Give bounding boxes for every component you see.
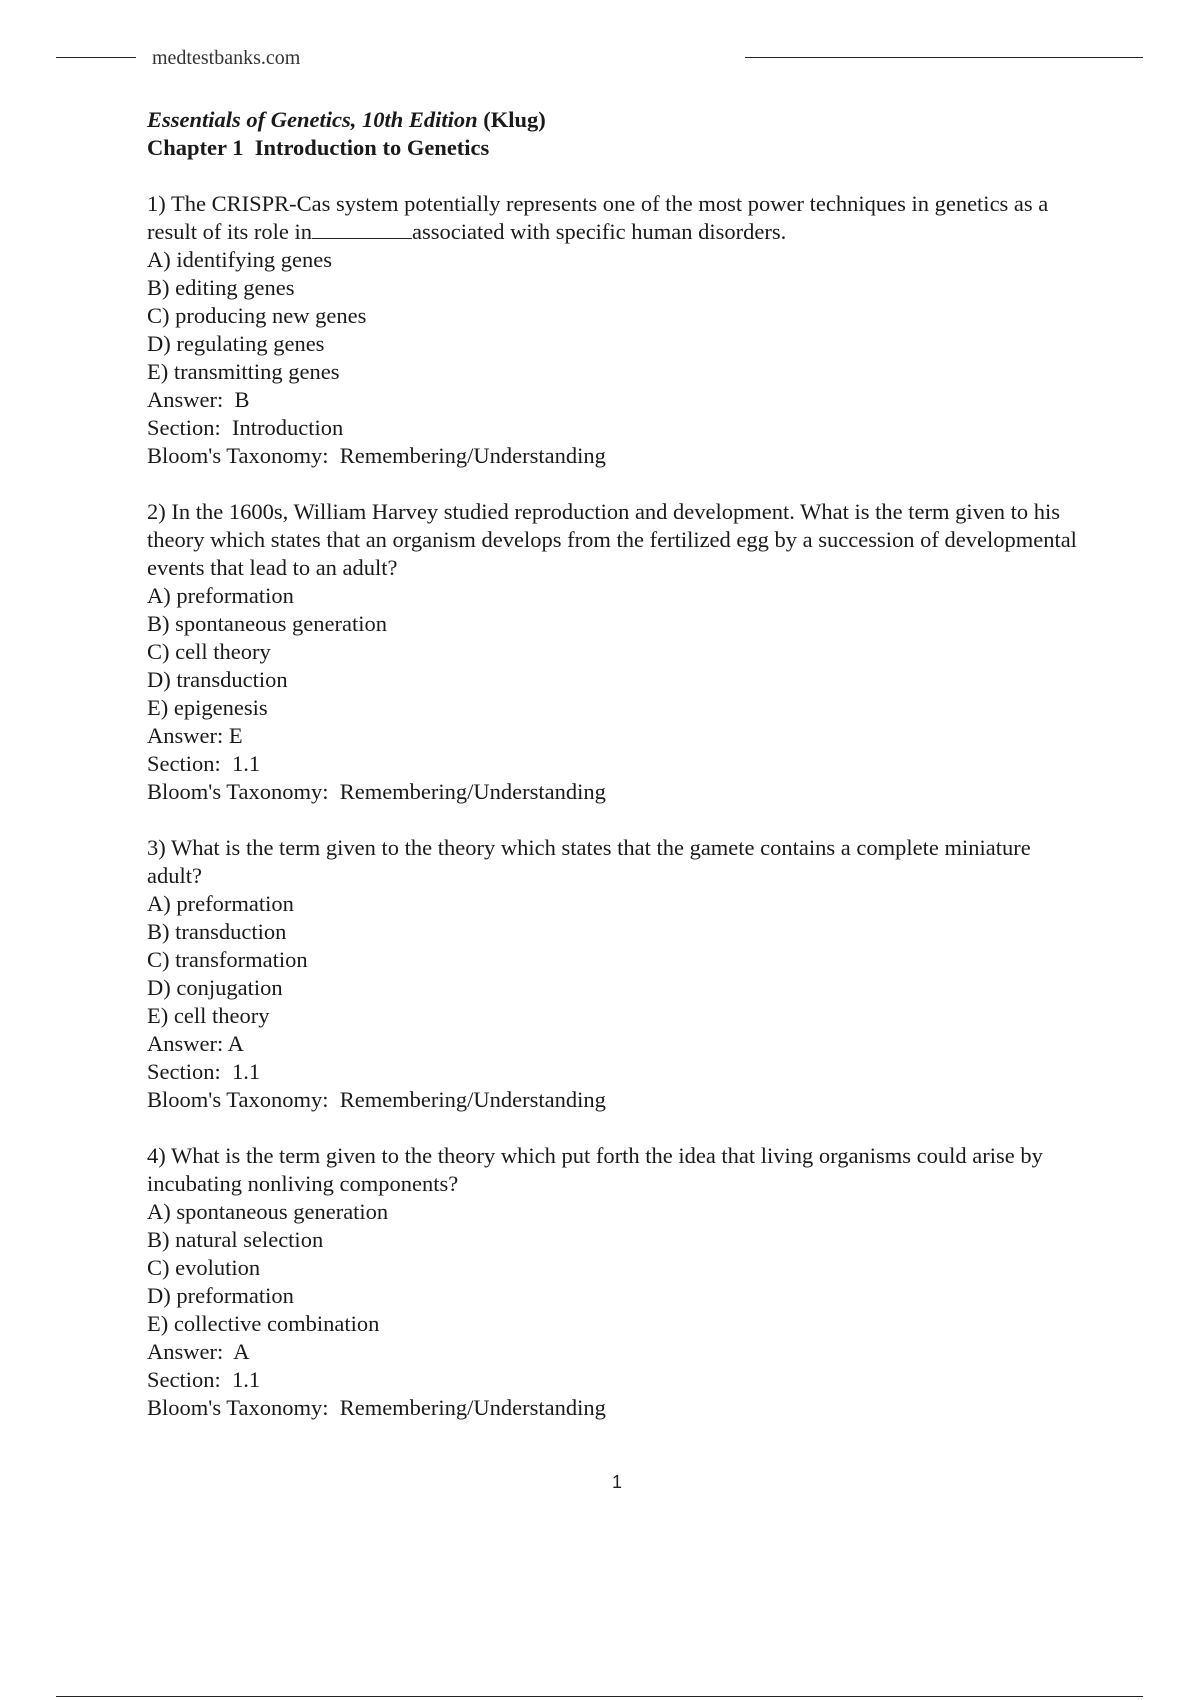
option-a: A) preformation bbox=[147, 583, 294, 608]
option-b: B) transduction bbox=[147, 919, 287, 944]
option-e: E) cell theory bbox=[147, 1003, 270, 1028]
fill-in-blank bbox=[312, 220, 412, 239]
section: Section: 1.1 bbox=[147, 1059, 261, 1084]
blooms-taxonomy: Bloom's Taxonomy: Remembering/Understanding bbox=[147, 1395, 606, 1420]
option-c: C) cell theory bbox=[147, 639, 271, 664]
question-1 bbox=[147, 190, 1087, 470]
book-title-italic: Essentials of Genetics, 10th Edition bbox=[147, 107, 478, 132]
option-c: C) transformation bbox=[147, 947, 308, 972]
document-body bbox=[147, 106, 1087, 1422]
option-c: C) producing new genes bbox=[147, 303, 367, 328]
book-title bbox=[147, 106, 1087, 134]
question-text: 2) In the 1600s, William Harvey studied reproduction and development. What is the term given to his theory which states that an organism develops from the fertilized egg by a succession of developmental events that lead to an adult? bbox=[147, 499, 1077, 580]
blooms-taxonomy: Bloom's Taxonomy: Remembering/Understanding bbox=[147, 779, 606, 804]
chapter-title: Chapter 1 Introduction to Genetics bbox=[147, 135, 490, 160]
book-author: (Klug) bbox=[483, 107, 546, 132]
header-rule-left bbox=[56, 57, 136, 58]
option-b: B) spontaneous generation bbox=[147, 611, 387, 636]
section: Section: 1.1 bbox=[147, 751, 261, 776]
option-a: A) identifying genes bbox=[147, 247, 332, 272]
answer: Answer: B bbox=[147, 387, 250, 412]
option-a: A) preformation bbox=[147, 891, 294, 916]
option-d: D) conjugation bbox=[147, 975, 283, 1000]
answer: Answer: E bbox=[147, 723, 243, 748]
blooms-taxonomy: Bloom's Taxonomy: Remembering/Understanding bbox=[147, 443, 606, 468]
question-text-before-blank: 1) The CRISPR-Cas system potentially represents one of the most power techniques in genetics as a result of its role in bbox=[147, 191, 1049, 244]
section: Section: Introduction bbox=[147, 415, 344, 440]
option-d: D) transduction bbox=[147, 667, 288, 692]
header-rule-right bbox=[745, 57, 1143, 58]
question-4 bbox=[147, 1142, 1087, 1422]
option-d: D) regulating genes bbox=[147, 331, 325, 356]
header-site-name: medtestbanks.com bbox=[152, 47, 301, 69]
blooms-taxonomy: Bloom's Taxonomy: Remembering/Understanding bbox=[147, 1087, 606, 1112]
question-text bbox=[147, 190, 1087, 246]
question-text: 4) What is the term given to the theory which put forth the idea that living organisms could arise by incubating nonliving components? bbox=[147, 1143, 1043, 1196]
answer: Answer: A bbox=[147, 1031, 244, 1056]
question-text: 3) What is the term given to the theory which states that the gamete contains a complete miniature adult? bbox=[147, 835, 1031, 888]
option-b: B) natural selection bbox=[147, 1227, 324, 1252]
option-a: A) spontaneous generation bbox=[147, 1199, 389, 1224]
footer-rule bbox=[56, 1696, 1143, 1697]
question-3 bbox=[147, 834, 1087, 1114]
page-number: 1 bbox=[611, 1472, 622, 1492]
option-d: D) preformation bbox=[147, 1283, 294, 1308]
option-c: C) evolution bbox=[147, 1255, 261, 1280]
option-e: E) epigenesis bbox=[147, 695, 268, 720]
option-b: B) editing genes bbox=[147, 275, 295, 300]
question-text-after-blank: associated with specific human disorders. bbox=[411, 219, 787, 244]
option-e: E) collective combination bbox=[147, 1311, 380, 1336]
question-2 bbox=[147, 498, 1087, 806]
option-e: E) transmitting genes bbox=[147, 359, 340, 384]
answer: Answer: A bbox=[147, 1339, 250, 1364]
section: Section: 1.1 bbox=[147, 1367, 261, 1392]
